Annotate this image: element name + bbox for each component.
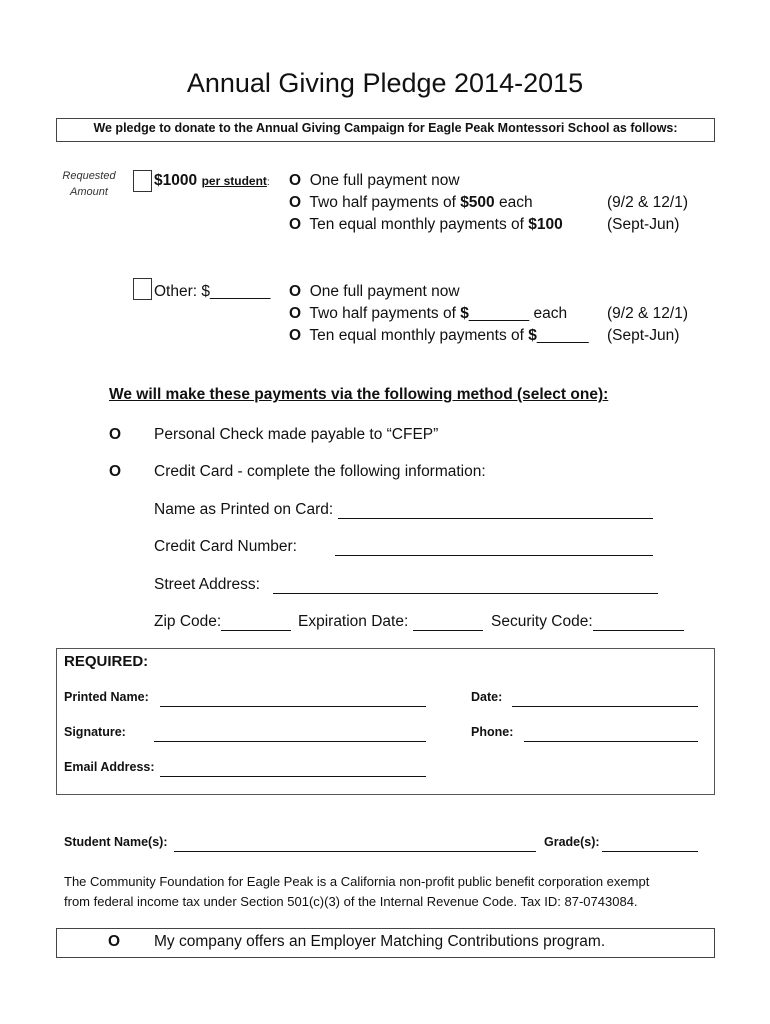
option-2-payment-monthly[interactable]	[289, 327, 589, 345]
radio-bullet[interactable]: O	[289, 305, 302, 322]
date-label: Date:	[471, 690, 503, 704]
signature-label: Signature:	[64, 725, 126, 739]
expiration-field[interactable]	[413, 614, 483, 631]
requested-amount-label	[54, 168, 124, 200]
payment-text: Ten equal monthly payments of	[309, 327, 529, 344]
payment-text: Two half payments of	[309, 194, 461, 211]
option-1-payment-monthly[interactable]	[289, 216, 563, 234]
pledge-statement: We pledge to donate to the Annual Giving Campaign for Eagle Peak Montessori School as follows:	[93, 121, 678, 135]
zip-code-label: Zip Code:	[154, 613, 222, 630]
foundation-note-line-1: The Community Foundation for Eagle Peak is a California non-profit public benefit corporation exempt	[64, 874, 650, 889]
security-code-field[interactable]	[593, 614, 684, 631]
option-2-monthly-note: (Sept-Jun)	[607, 327, 680, 344]
payment-text-suffix: each	[494, 194, 533, 211]
requested-label-line-2: Amount	[70, 186, 108, 198]
card-number-field[interactable]	[335, 539, 653, 556]
student-name-field[interactable]	[174, 836, 536, 852]
street-address-field[interactable]	[273, 577, 658, 594]
option-2-payment-half[interactable]	[289, 305, 567, 323]
payment-amount: $	[460, 305, 469, 322]
radio-bullet[interactable]: O	[289, 172, 302, 189]
phone-label: Phone:	[471, 725, 514, 739]
method-section-title: We will make these payments via the following method (select one):	[109, 386, 609, 403]
radio-bullet[interactable]: O	[289, 283, 302, 300]
card-number-label: Credit Card Number:	[154, 538, 297, 555]
per-student-label: per student	[201, 174, 267, 188]
security-code-label: Security Code:	[491, 613, 593, 630]
payment-text-suffix: ______	[536, 327, 589, 344]
payment-text: One full payment now	[309, 172, 460, 189]
date-field[interactable]	[512, 691, 698, 707]
foundation-note-line-2: from federal income tax under Section 501(c)(3) of the Internal Revenue Code. Tax ID: 87-0743084.	[64, 894, 638, 909]
matching-radio[interactable]: O	[108, 933, 121, 950]
payment-text: One full payment now	[309, 283, 460, 300]
option-1000-amount: $1000	[154, 172, 198, 189]
card-name-label: Name as Printed on Card:	[154, 501, 334, 518]
payment-text: Ten equal monthly payments of	[309, 216, 529, 233]
page-title: Annual Giving Pledge 2014-2015	[186, 68, 584, 98]
printed-name-label: Printed Name:	[64, 690, 149, 704]
email-label: Email Address:	[64, 760, 155, 774]
grade-field[interactable]	[602, 836, 698, 852]
option-1000-label: $1000 per student:	[154, 172, 270, 189]
payment-text-suffix: _______ each	[468, 305, 568, 322]
student-name-label: Student Name(s):	[64, 835, 168, 849]
option-1-monthly-note: (Sept-Jun)	[607, 216, 680, 233]
expiration-label: Expiration Date:	[298, 613, 409, 630]
option-2-half-note: (9/2 & 12/1)	[607, 305, 688, 322]
printed-name-field[interactable]	[160, 691, 426, 707]
email-field[interactable]	[160, 761, 426, 777]
payment-amount: $500	[460, 194, 495, 211]
zip-code-field[interactable]	[221, 614, 291, 631]
option-1000-checkbox[interactable]	[133, 170, 152, 192]
phone-field[interactable]	[524, 726, 698, 742]
grade-label: Grade(s):	[544, 835, 600, 849]
option-1-payment-half[interactable]	[289, 194, 533, 212]
option-1-half-note: (9/2 & 12/1)	[607, 194, 688, 211]
radio-bullet[interactable]: O	[289, 194, 302, 211]
matching-label: My company offers an Employer Matching Contributions program.	[154, 933, 606, 950]
signature-field[interactable]	[154, 726, 426, 742]
option-other-label[interactable]: Other: $_______	[154, 283, 271, 300]
method-card-radio[interactable]: O	[109, 463, 122, 480]
required-title: REQUIRED:	[64, 653, 149, 670]
street-address-label: Street Address:	[154, 576, 260, 593]
option-other-checkbox[interactable]	[133, 278, 152, 300]
card-name-field[interactable]	[338, 502, 653, 519]
requested-label-line-1: Requested	[62, 170, 116, 182]
method-card-label: Credit Card - complete the following information:	[154, 463, 486, 480]
foundation-note	[64, 872, 649, 912]
payment-text: Two half payments of	[309, 305, 461, 322]
payment-amount: $100	[528, 216, 563, 233]
option-1-payment-full[interactable]	[289, 172, 460, 190]
payment-amount: $	[528, 327, 537, 344]
method-check-radio[interactable]: O	[109, 426, 122, 443]
radio-bullet[interactable]: O	[289, 216, 302, 233]
option-2-payment-full[interactable]	[289, 283, 460, 301]
radio-bullet[interactable]: O	[289, 327, 302, 344]
method-check-label: Personal Check made payable to “CFEP”	[154, 426, 439, 443]
